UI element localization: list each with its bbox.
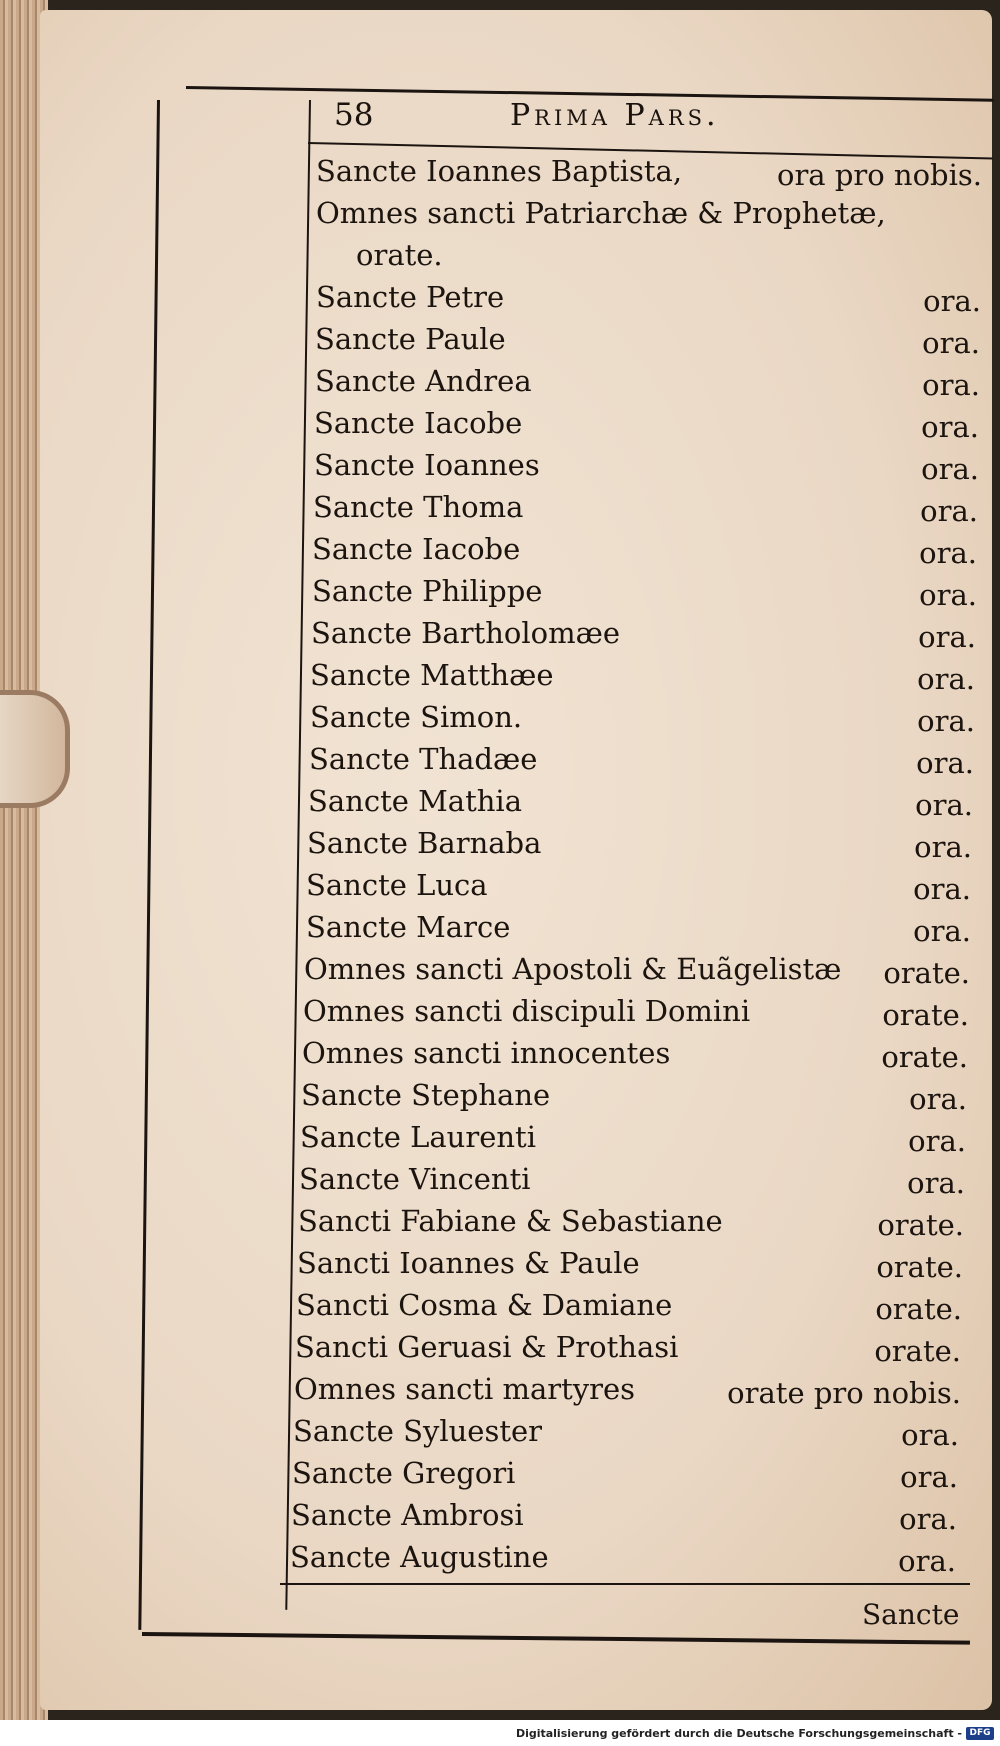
response-text: ora. — [923, 284, 981, 318]
invocation-text: Sancte Thoma — [313, 490, 524, 524]
page-number: 58 — [334, 97, 374, 133]
catchword: Sancte — [862, 1598, 960, 1631]
litany-line — [314, 402, 979, 444]
litany-line — [316, 150, 982, 192]
response-text: orate. — [877, 1208, 964, 1242]
invocation-text: Omnes sancti discipuli Domini — [303, 994, 751, 1028]
litany-line — [304, 948, 970, 990]
litany-line — [291, 1494, 957, 1536]
invocation-text: Sancte Gregori — [292, 1456, 516, 1490]
response-text: ora. — [914, 830, 972, 864]
response-text: ora. — [919, 578, 977, 612]
litany-line — [298, 1200, 964, 1242]
litany-line — [310, 696, 975, 738]
litany-line — [313, 486, 978, 528]
dfg-logo-badge: DFG — [966, 1727, 994, 1740]
invocation-text: Sancte Laurenti — [300, 1120, 536, 1154]
digitization-credit: Digitalisierung gefördert durch die Deutsche Forschungsgemeinschaft - — [515, 1727, 962, 1740]
litany-line — [302, 1032, 968, 1074]
response-text: ora. — [907, 1166, 965, 1200]
response-text: ora. — [921, 410, 979, 444]
response-text: ora pro nobis. — [776, 158, 982, 192]
invocation-text: Sancte Thadæe — [309, 742, 538, 776]
litany-line — [310, 654, 975, 696]
litany-line — [311, 612, 976, 654]
invocation-text: Sancte Barnaba — [307, 826, 542, 860]
invocation-text: Sancte Ambrosi — [291, 1498, 524, 1532]
invocation-text: Sancte Philippe — [312, 574, 543, 608]
litany-line — [292, 1452, 958, 1494]
invocation-text: Omnes sancti Apostoli & Euãgelistæ — [304, 952, 842, 986]
response-text: ora. — [913, 872, 971, 906]
response-text: ora. — [917, 704, 975, 738]
litany-line — [309, 738, 974, 780]
litany-line — [312, 570, 977, 612]
response-text: orate. — [876, 1250, 963, 1284]
response-text: ora. — [922, 368, 980, 402]
litany-line — [295, 1326, 961, 1368]
invocation-text: Sancte Petre — [316, 280, 505, 314]
response-text: ora. — [908, 1124, 966, 1158]
invocation-text: Sancte Syluester — [293, 1414, 543, 1448]
litany-line — [297, 1242, 963, 1284]
litany-line — [316, 192, 982, 234]
invocation-text: orate. — [356, 238, 443, 272]
litany-line — [303, 990, 969, 1032]
invocation-text: Sancte Mathia — [308, 784, 522, 818]
response-text: orate pro nobis. — [727, 1376, 961, 1410]
response-text: ora. — [898, 1544, 956, 1578]
response-text: orate. — [875, 1292, 962, 1326]
response-text: ora. — [909, 1082, 967, 1116]
litany-line — [296, 1284, 962, 1326]
invocation-text: Sancti Ioannes & Paule — [297, 1246, 640, 1280]
litany-line — [301, 1074, 967, 1116]
litany-line — [306, 906, 971, 948]
response-text: ora. — [899, 1502, 957, 1536]
response-text: ora. — [900, 1460, 958, 1494]
invocation-text: Sancte Vincenti — [299, 1162, 531, 1196]
invocation-text: Sancte Iacobe — [312, 532, 521, 566]
response-text: ora. — [919, 536, 977, 570]
litany-line — [307, 822, 972, 864]
invocation-text: Omnes sancti innocentes — [302, 1036, 671, 1070]
invocation-text: Sancti Geruasi & Prothasi — [295, 1330, 679, 1364]
response-text: ora. — [922, 326, 980, 360]
response-text: ora. — [921, 452, 979, 486]
invocation-text: Omnes sancti martyres — [294, 1372, 636, 1406]
litany-line — [308, 780, 973, 822]
invocation-text: Sancte Bartholomæe — [311, 616, 621, 650]
invocation-text: Sancte Simon. — [310, 700, 523, 734]
response-text: ora. — [918, 620, 976, 654]
response-text: orate. — [882, 998, 969, 1032]
response-text: orate. — [881, 1040, 968, 1074]
invocation-text: Sancte Augustine — [290, 1540, 549, 1574]
litany-line — [290, 1536, 956, 1578]
litany-line — [315, 318, 980, 360]
response-text: ora. — [901, 1418, 959, 1452]
invocation-text: Sancti Fabiane & Sebastiane — [298, 1204, 723, 1238]
invocation-text: Sancte Andrea — [315, 364, 532, 398]
litany-line — [315, 360, 980, 402]
invocation-text: Sancte Ioannes — [314, 448, 540, 482]
litany-line — [299, 1158, 965, 1200]
invocation-text: Sancte Matthæe — [310, 658, 554, 692]
invocation-text: Sancte Stephane — [301, 1078, 551, 1112]
invocation-text: Sancte Luca — [306, 868, 488, 902]
response-text: ora. — [916, 746, 974, 780]
litany-line — [293, 1410, 959, 1452]
litany-line — [316, 276, 981, 318]
invocation-text: Sancte Paule — [315, 322, 506, 356]
invocation-text: Sancte Ioannes Baptista, — [316, 154, 683, 188]
running-head: Prima Pars. — [510, 98, 720, 133]
invocation-text: Sancte Marce — [306, 910, 511, 944]
response-text: ora. — [917, 662, 975, 696]
litany-line — [306, 864, 971, 906]
litany-line — [300, 1116, 966, 1158]
response-text: ora. — [920, 494, 978, 528]
invocation-text: Omnes sancti Patriarchæ & Prophetæ, — [316, 196, 886, 230]
litany-line — [294, 1368, 961, 1410]
response-text: ora. — [913, 914, 971, 948]
response-text: orate. — [883, 956, 970, 990]
invocation-text: Sancte Iacobe — [314, 406, 523, 440]
litany-line — [312, 528, 977, 570]
response-text: ora. — [915, 788, 973, 822]
litany-line — [314, 444, 979, 486]
litany-line — [356, 234, 982, 276]
response-text: orate. — [874, 1334, 961, 1368]
invocation-text: Sancti Cosma & Damiane — [296, 1288, 673, 1322]
